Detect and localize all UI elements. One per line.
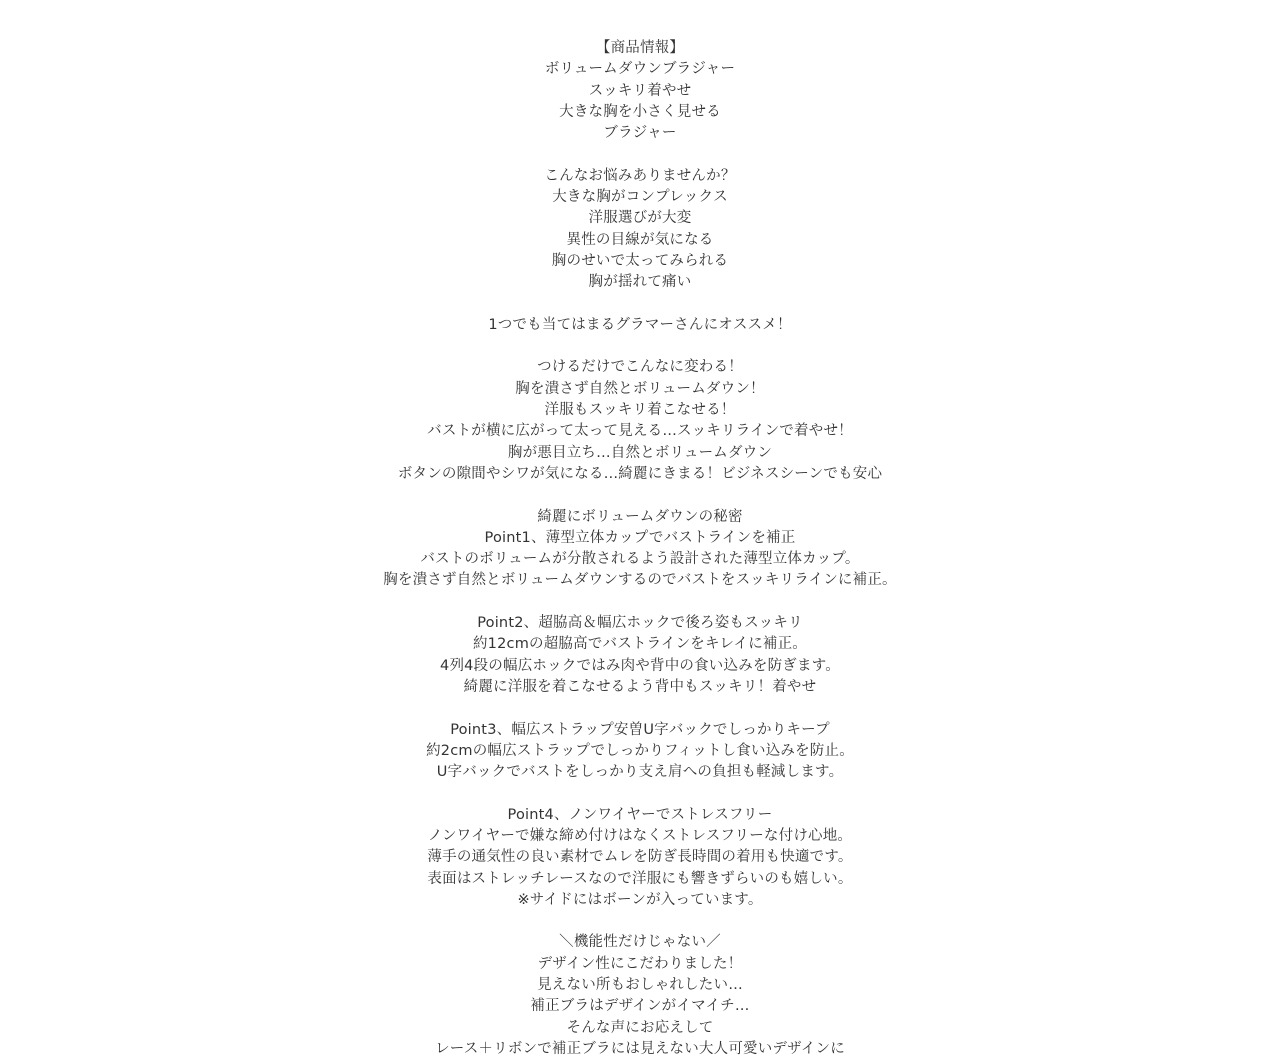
text-line: 1つでも当てはまるグラマーさんにオススメ！ (488, 316, 792, 333)
text-line: デザイン性にこだわりました！ (537, 955, 743, 972)
blank-line (0, 294, 1280, 315)
product-name-line: ブラジャー (603, 125, 677, 142)
text-line: 薄手の通気性の良い素材でムレを防ぎ長時間の着用も快適です。 (427, 849, 853, 866)
blank-line (0, 698, 1280, 719)
text-line: バストが横に広がって太って見える…スッキリラインで着やせ！ (427, 423, 853, 440)
text-line: 洋服選びが大変 (588, 210, 692, 227)
product-description (0, 38, 1280, 1060)
text-line: 4列4段の幅広ホックではみ肉や背中の食い込みを防ぎます。 (440, 657, 840, 674)
text-line: 胸を潰さず自然とボリュームダウンするのでバストをスッキリラインに補正。 (383, 572, 897, 589)
text-line: 胸が悪目立ち…自然とボリュームダウン (507, 444, 773, 461)
text-line: ボタンの隙間やシワが気になる…綺麗にきまる！ビジネスシーンでも安心 (397, 465, 883, 482)
blank-line (0, 336, 1280, 357)
product-name-line: スッキリ着やせ (588, 82, 692, 99)
text-line: 異性の目線が気になる (566, 231, 714, 248)
text-line: そんな声にお応えして (566, 1019, 714, 1036)
text-line: 胸を潰さず自然とボリュームダウン！ (515, 380, 765, 397)
text-line: つけるだけでこんなに変わる！ (537, 359, 743, 376)
point-heading: Point1、薄型立体カップでバストラインを補正 (484, 529, 796, 546)
product-name-line: 大きな胸を小さく見せる (559, 103, 721, 120)
text-line: 見えない所もおしゃれしたい… (537, 977, 743, 994)
section-heading: ＼機能性だけじゃない／ (559, 934, 721, 951)
text-line: 洋服もスッキリ着こなせる！ (544, 402, 736, 419)
point-heading: Point2、超脇高＆幅広ホックで後ろ姿もスッキリ (477, 615, 803, 632)
text-line: 約12cmの超脇高でバストラインをキレイに補正。 (472, 636, 808, 653)
product-name-line: ボリュームダウンブラジャー (544, 61, 736, 78)
point-heading: Point4、ノンワイヤーでストレスフリー (507, 806, 773, 823)
text-line: ノンワイヤーで嫌な締め付けはなくストレスフリーな付け心地。 (427, 827, 853, 844)
text-line: 胸が揺れて痛い (588, 274, 692, 291)
text-line: こんなお悩みありませんか？ (544, 167, 736, 184)
text-line: 大きな胸がコンプレックス (552, 189, 728, 206)
blank-line (0, 783, 1280, 804)
text-line: バストのボリュームが分散されるよう設計された薄型立体カップ。 (420, 551, 860, 568)
blank-line (0, 911, 1280, 932)
blank-line (0, 592, 1280, 613)
point-heading: Point3、幅広ストラップ安曽U字バックでしっかりキープ (450, 721, 830, 738)
text-line: 約2cmの幅広ストラップでしっかりフィットし食い込みを防止。 (426, 742, 854, 759)
text-line: 胸のせいで太ってみられる (551, 252, 729, 269)
text-line: レース＋リボンで補正ブラには見えない大人可愛いデザインに (435, 1040, 845, 1057)
section-heading: 【商品情報】 (595, 40, 685, 56)
blank-line (0, 144, 1280, 165)
text-line: ※サイドにはボーンが入っています。 (517, 891, 763, 908)
text-line: 綺麗に洋服を着こなせるよう背中もスッキリ！着やせ (463, 678, 817, 695)
text-line: U字バックでバストをしっかり支え肩への負担も軽減します。 (436, 764, 844, 781)
text-line: 補正ブラはデザインがイマイチ… (530, 998, 750, 1015)
text-line: 表面はストレッチレースなので洋服にも響きずらいのも嬉しい。 (427, 870, 853, 887)
section-heading: 綺麗にボリュームダウンの秘密 (537, 508, 743, 525)
blank-line (0, 485, 1280, 506)
